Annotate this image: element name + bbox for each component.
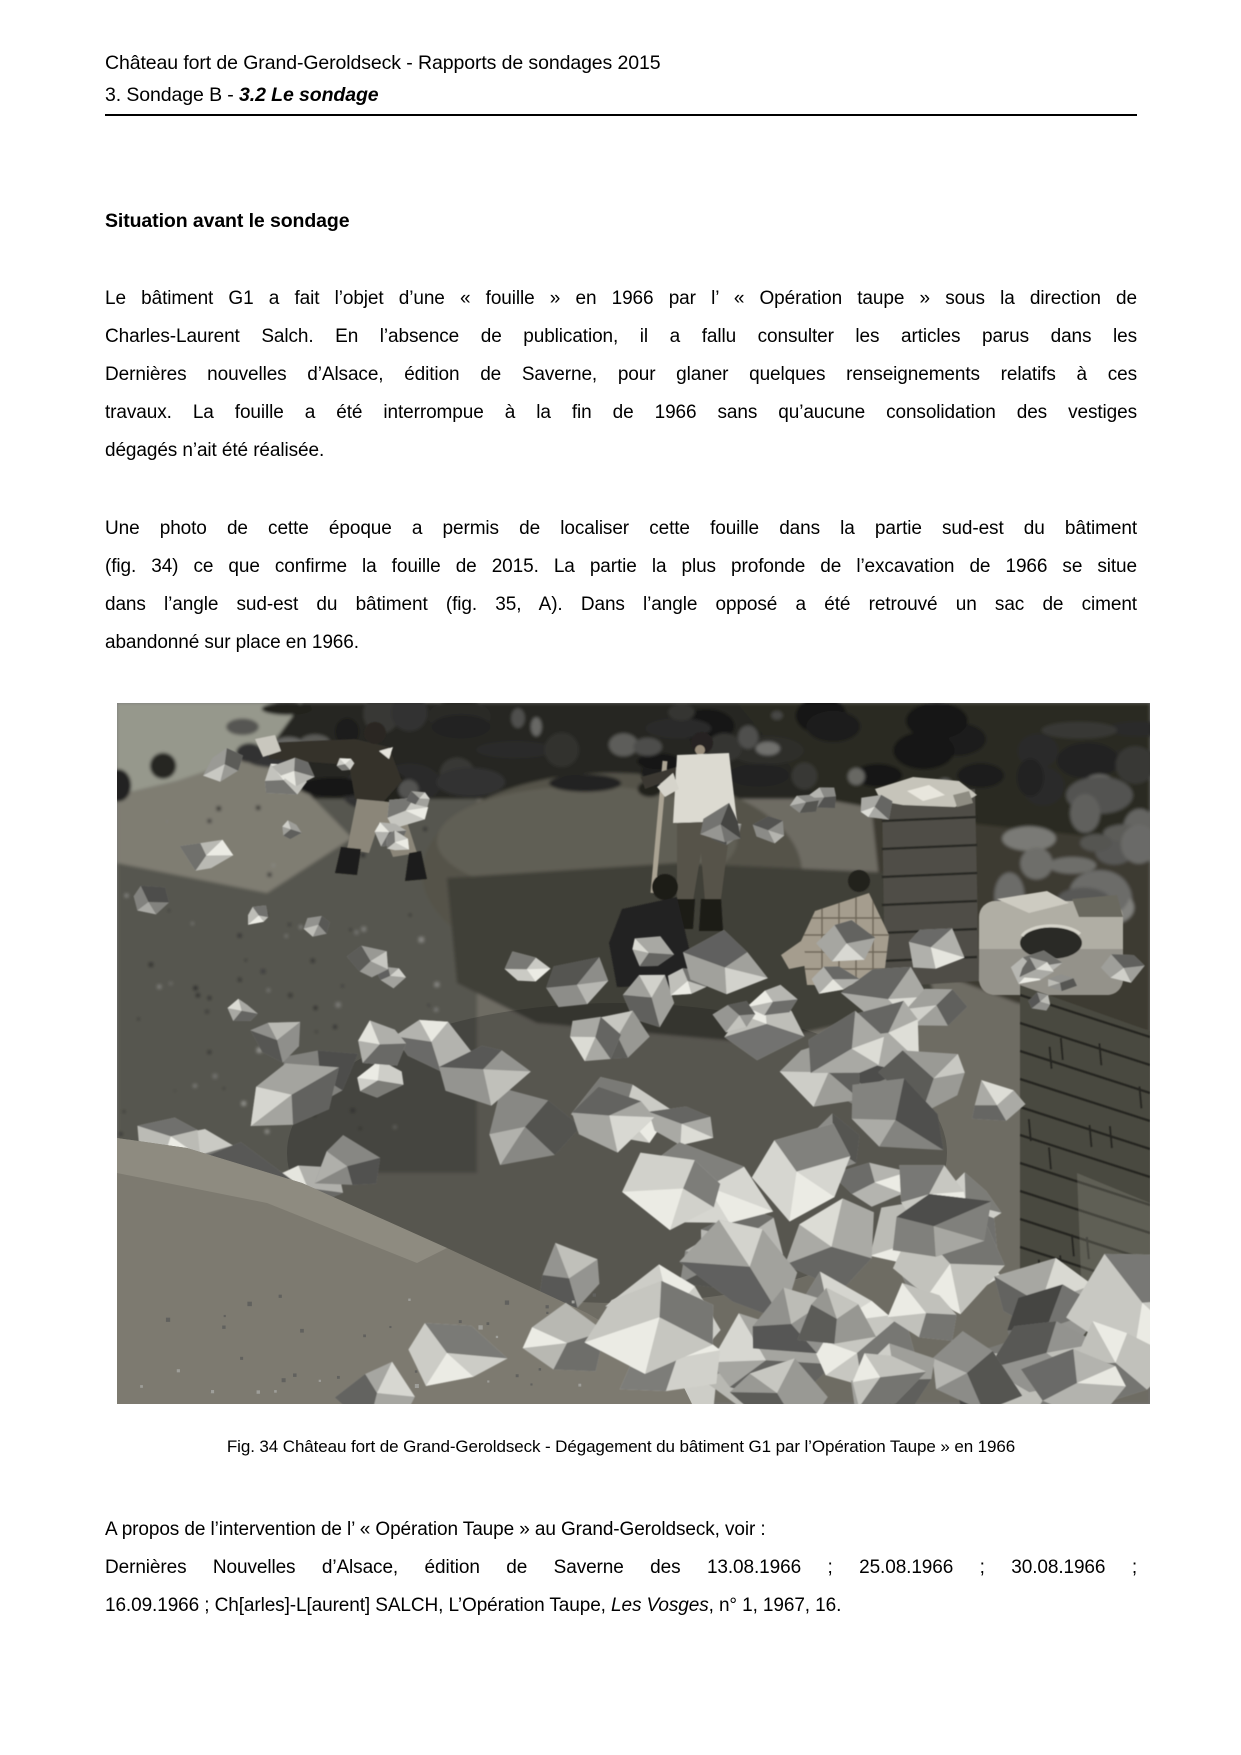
reference-text: , n° 1, 1967, 16.: [708, 1595, 842, 1616]
paragraph-2: [105, 510, 1137, 662]
paragraph-line: (fig. 34) ce que confirme la fouille de 2015. La partie la plus profonde de l’excavation de 1966 se situe: [105, 556, 1137, 577]
figure-photo: [117, 703, 1150, 1404]
header-line-2: [105, 79, 1137, 111]
reference-text: 16.09.1966 ; Ch[arles]-L[aurent] SALCH, L’Opération Taupe,: [105, 1595, 612, 1616]
paragraph-line: [105, 1587, 1137, 1625]
reference-journal-title: Les Vosges: [611, 1595, 709, 1616]
paragraph-line: dégagés n’ait été réalisée.: [105, 440, 325, 461]
paragraph-1: [105, 280, 1137, 470]
paragraph-line: abandonné sur place en 1966.: [105, 632, 359, 653]
page-header: [105, 47, 1137, 116]
figure: [117, 703, 1150, 1404]
paragraph-line: dans l’angle sud-est du bâtiment (fig. 35, A). Dans l’angle opposé a été retrouvé un sac de ciment: [105, 594, 1137, 615]
header-line-2-emphasis: 3.2 Le sondage: [239, 84, 379, 106]
paragraph-line: Dernières nouvelles d’Alsace, édition de Saverne, pour glaner quelques renseignements relatifs à ces: [105, 364, 1137, 385]
paragraph-line: Dernières Nouvelles d’Alsace, édition de Saverne des 13.08.1966 ; 25.08.1966 ; 30.08.1966 ;: [105, 1557, 1137, 1578]
paragraph-line: Le bâtiment G1 a fait l’objet d’une « fouille » en 1966 par l’ « Opération taupe » sous la direction de: [105, 288, 1137, 309]
paragraph-line: A propos de l’intervention de l’ « Opération Taupe » au Grand-Geroldseck, voir :: [105, 1519, 766, 1540]
header-line-2-prefix: 3. Sondage B -: [105, 84, 240, 106]
paragraph-line: Charles-Laurent Salch. En l’absence de publication, il a fallu consulter les articles parus dans les: [105, 326, 1137, 347]
header-line-1: Château fort de Grand-Geroldseck - Rapports de sondages 2015: [105, 52, 661, 74]
paragraph-3: [105, 1511, 1137, 1625]
paragraph-line: Une photo de cette époque a permis de localiser cette fouille dans la partie sud-est du bâtiment: [105, 518, 1137, 539]
figure-caption: Fig. 34 Château fort de Grand-Geroldseck - Dégagement du bâtiment G1 par l’Opération Taupe » en 1966: [226, 1437, 1016, 1456]
section-heading: Situation avant le sondage: [105, 210, 350, 232]
paragraph-line: travaux. La fouille a été interrompue à la fin de 1966 sans qu’aucune consolidation des vestiges: [105, 402, 1137, 423]
